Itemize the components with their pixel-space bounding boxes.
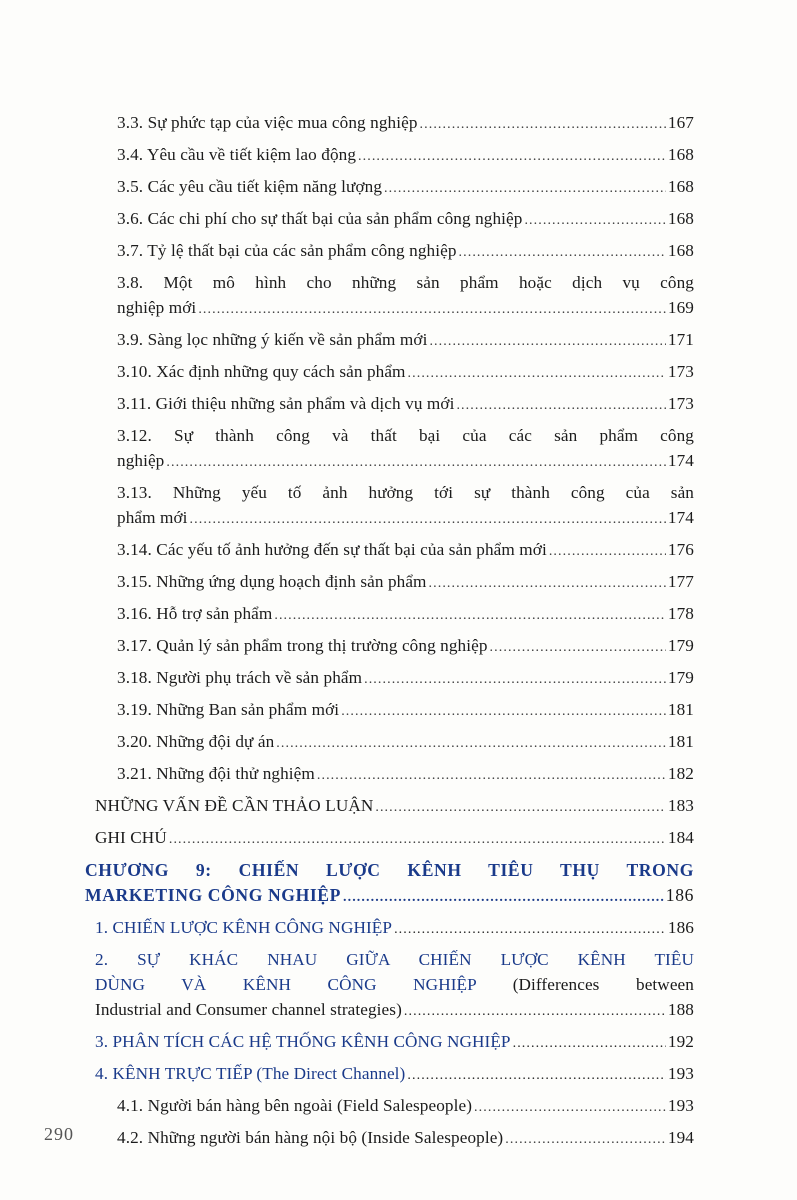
entry-page: 177 — [667, 572, 694, 591]
toc-entry-3-16 — [117, 601, 694, 628]
entry-title: GHI CHÚ — [95, 828, 167, 847]
toc-entry-3-3 — [117, 110, 694, 137]
entry-title: nghiệp — [117, 451, 165, 470]
entry-page: 168 — [667, 241, 694, 260]
entry-title: 3.18. Người phụ trách về sản phẩm — [117, 668, 363, 687]
entry-title-line1: 3.12. Sự thành công và thất bại của các sản phẩm công — [117, 426, 694, 445]
dot-leader — [375, 795, 666, 820]
toc-entry-3-18 — [117, 665, 694, 692]
entry-title-line2-vi: DÙNG VÀ KÊNH CÔNG NGHIỆP — [95, 975, 477, 994]
entry-title: 3.11. Giới thiệu những sản phẩm và dịch vụ mới — [117, 394, 455, 413]
dot-leader — [394, 917, 666, 942]
entry-page: 171 — [667, 330, 694, 349]
chapter-title-line1: CHƯƠNG 9: CHIẾN LƯỢC KÊNH TIÊU THỤ TRONG — [85, 860, 694, 880]
entry-page: 174 — [667, 508, 694, 527]
dot-leader — [358, 144, 666, 169]
entry-title-line1: 3.8. Một mô hình cho những sản phẩm hoặc dịch vụ công — [117, 273, 694, 292]
toc-entry-4-1 — [117, 1093, 694, 1120]
entry-page: 184 — [667, 828, 694, 847]
toc-entry-section-3 — [95, 1029, 694, 1056]
dot-leader — [343, 885, 664, 910]
dot-leader — [429, 329, 665, 354]
entry-page: 179 — [667, 668, 694, 687]
entry-title: 4.2. Những người bán hàng nội bộ (Inside Salespeople) — [117, 1128, 504, 1147]
entry-title: phẩm mới — [117, 508, 188, 527]
dot-leader — [404, 999, 666, 1024]
entry-page: 168 — [667, 145, 694, 164]
entry-page: 194 — [667, 1128, 694, 1147]
entry-title: 3.6. Các chi phí cho sự thất bại của sản phẩm công nghiệp — [117, 209, 523, 228]
entry-title: 3.7. Tỷ lệ thất bại của các sản phẩm công nghiệp — [117, 241, 457, 260]
entry-page: 181 — [667, 700, 694, 719]
entry-page: 173 — [667, 394, 694, 413]
dot-leader — [505, 1127, 666, 1152]
dot-leader — [490, 635, 666, 660]
toc-entry-3-11 — [117, 391, 694, 418]
dot-leader — [474, 1095, 666, 1120]
toc-entry-3-6 — [117, 206, 694, 233]
toc-entry-3-12 — [117, 423, 694, 475]
dot-leader — [456, 393, 665, 418]
page-number: 290 — [44, 1124, 74, 1144]
entry-title: 3.17. Quản lý sản phẩm trong thị trường công nghiệp — [117, 636, 488, 655]
entry-page: 193 — [667, 1064, 694, 1083]
entry-title: 3.14. Các yếu tố ảnh hưởng đến sự thất bại của sản phẩm mới — [117, 540, 547, 559]
entry-title-line1: 2. SỰ KHÁC NHAU GIỮA CHIẾN LƯỢC KÊNH TIÊU — [95, 950, 694, 969]
dot-leader — [524, 208, 665, 233]
dot-leader — [384, 176, 666, 201]
dot-leader — [513, 1031, 666, 1056]
toc-entry-3-17 — [117, 633, 694, 660]
dot-leader — [276, 731, 666, 756]
entry-title: 3.21. Những đội thử nghiệm — [117, 764, 315, 783]
entry-page: 168 — [667, 209, 694, 228]
toc-entry-3-9 — [117, 327, 694, 354]
entry-page: 182 — [667, 764, 694, 783]
dot-leader — [317, 763, 666, 788]
entry-title: 3.20. Những đội dự án — [117, 732, 275, 751]
entry-title: 3. PHÂN TÍCH CÁC HỆ THỐNG KÊNH CÔNG NGHIỆP — [95, 1032, 511, 1051]
entry-title: Industrial and Consumer channel strategies) — [95, 1000, 402, 1019]
entry-page: 167 — [667, 113, 694, 132]
dot-leader — [169, 827, 666, 852]
entry-title: 3.4. Yêu cầu về tiết kiệm lao động — [117, 145, 357, 164]
entry-title-line2 — [95, 972, 694, 997]
entry-title: nghiệp mới — [117, 298, 197, 317]
entry-page: 168 — [667, 177, 694, 196]
entry-title: 3.10. Xác định những quy cách sản phẩm — [117, 362, 406, 381]
dot-leader — [407, 1063, 666, 1088]
toc-entry-3-20 — [117, 729, 694, 756]
dot-leader — [429, 571, 666, 596]
entry-title-line1: 3.13. Những yếu tố ảnh hưởng tới sự thành công của sản — [117, 483, 694, 502]
dot-leader — [341, 699, 666, 724]
entry-title: 3.3. Sự phức tạp của việc mua công nghiệp — [117, 113, 418, 132]
dot-leader — [166, 450, 666, 475]
toc-entry-discussion — [95, 793, 694, 820]
entry-title: 4.1. Người bán hàng bên ngoài (Field Salespeople) — [117, 1096, 473, 1115]
dot-leader — [420, 112, 666, 137]
dot-leader — [408, 361, 666, 386]
entry-title: 3.16. Hỗ trợ sản phẩm — [117, 604, 273, 623]
dot-leader — [364, 667, 666, 692]
toc-entry-3-10 — [117, 359, 694, 386]
toc-entry-3-5 — [117, 174, 694, 201]
entry-page: 192 — [667, 1032, 694, 1051]
dot-leader — [198, 297, 666, 322]
toc-entry-3-7 — [117, 238, 694, 265]
entry-page: 188 — [667, 1000, 694, 1019]
entry-page: 178 — [667, 604, 694, 623]
entry-page: 193 — [667, 1096, 694, 1115]
entry-page: 169 — [667, 298, 694, 317]
toc-entry-3-4 — [117, 142, 694, 169]
toc-entry-3-21 — [117, 761, 694, 788]
entry-page: 179 — [667, 636, 694, 655]
dot-leader — [190, 507, 666, 532]
toc-entry-3-13 — [117, 480, 694, 532]
entry-page: 186 — [667, 918, 694, 937]
entry-title: 4. KÊNH TRỰC TIẾP (The Direct Channel) — [95, 1064, 406, 1083]
chapter-title: MARKETING CÔNG NGHIỆP — [85, 885, 341, 905]
dot-leader — [549, 539, 666, 564]
entry-title: 3.19. Những Ban sản phẩm mới — [117, 700, 340, 719]
entry-title: 3.9. Sàng lọc những ý kiến về sản phẩm mới — [117, 330, 428, 349]
dot-leader — [459, 240, 666, 265]
toc-entry-section-2 — [95, 947, 694, 1024]
toc-entry-3-14 — [117, 537, 694, 564]
toc-entry-3-19 — [117, 697, 694, 724]
entry-page: 176 — [667, 540, 694, 559]
entry-title: 1. CHIẾN LƯỢC KÊNH CÔNG NGHIỆP — [95, 918, 393, 937]
entry-title: NHỮNG VẤN ĐỀ CẦN THẢO LUẬN — [95, 796, 374, 815]
toc-entry-notes — [95, 825, 694, 852]
toc-entry-4-2 — [117, 1125, 694, 1152]
entry-page: 183 — [667, 796, 694, 815]
toc-chapter-9 — [85, 858, 694, 910]
entry-page: 173 — [667, 362, 694, 381]
entry-page: 181 — [667, 732, 694, 751]
chapter-page: 186 — [665, 885, 694, 905]
entry-title-line2-en: (Differences between — [512, 975, 694, 994]
entry-page: 174 — [667, 451, 694, 470]
table-of-contents — [0, 110, 797, 1152]
entry-title: 3.15. Những ứng dụng hoạch định sản phẩm — [117, 572, 427, 591]
toc-entry-3-8 — [117, 270, 694, 322]
dot-leader — [274, 603, 666, 628]
toc-entry-3-15 — [117, 569, 694, 596]
entry-title: 3.5. Các yêu cầu tiết kiệm năng lượng — [117, 177, 383, 196]
toc-entry-section-4 — [95, 1061, 694, 1088]
toc-entry-section-1 — [95, 915, 694, 942]
